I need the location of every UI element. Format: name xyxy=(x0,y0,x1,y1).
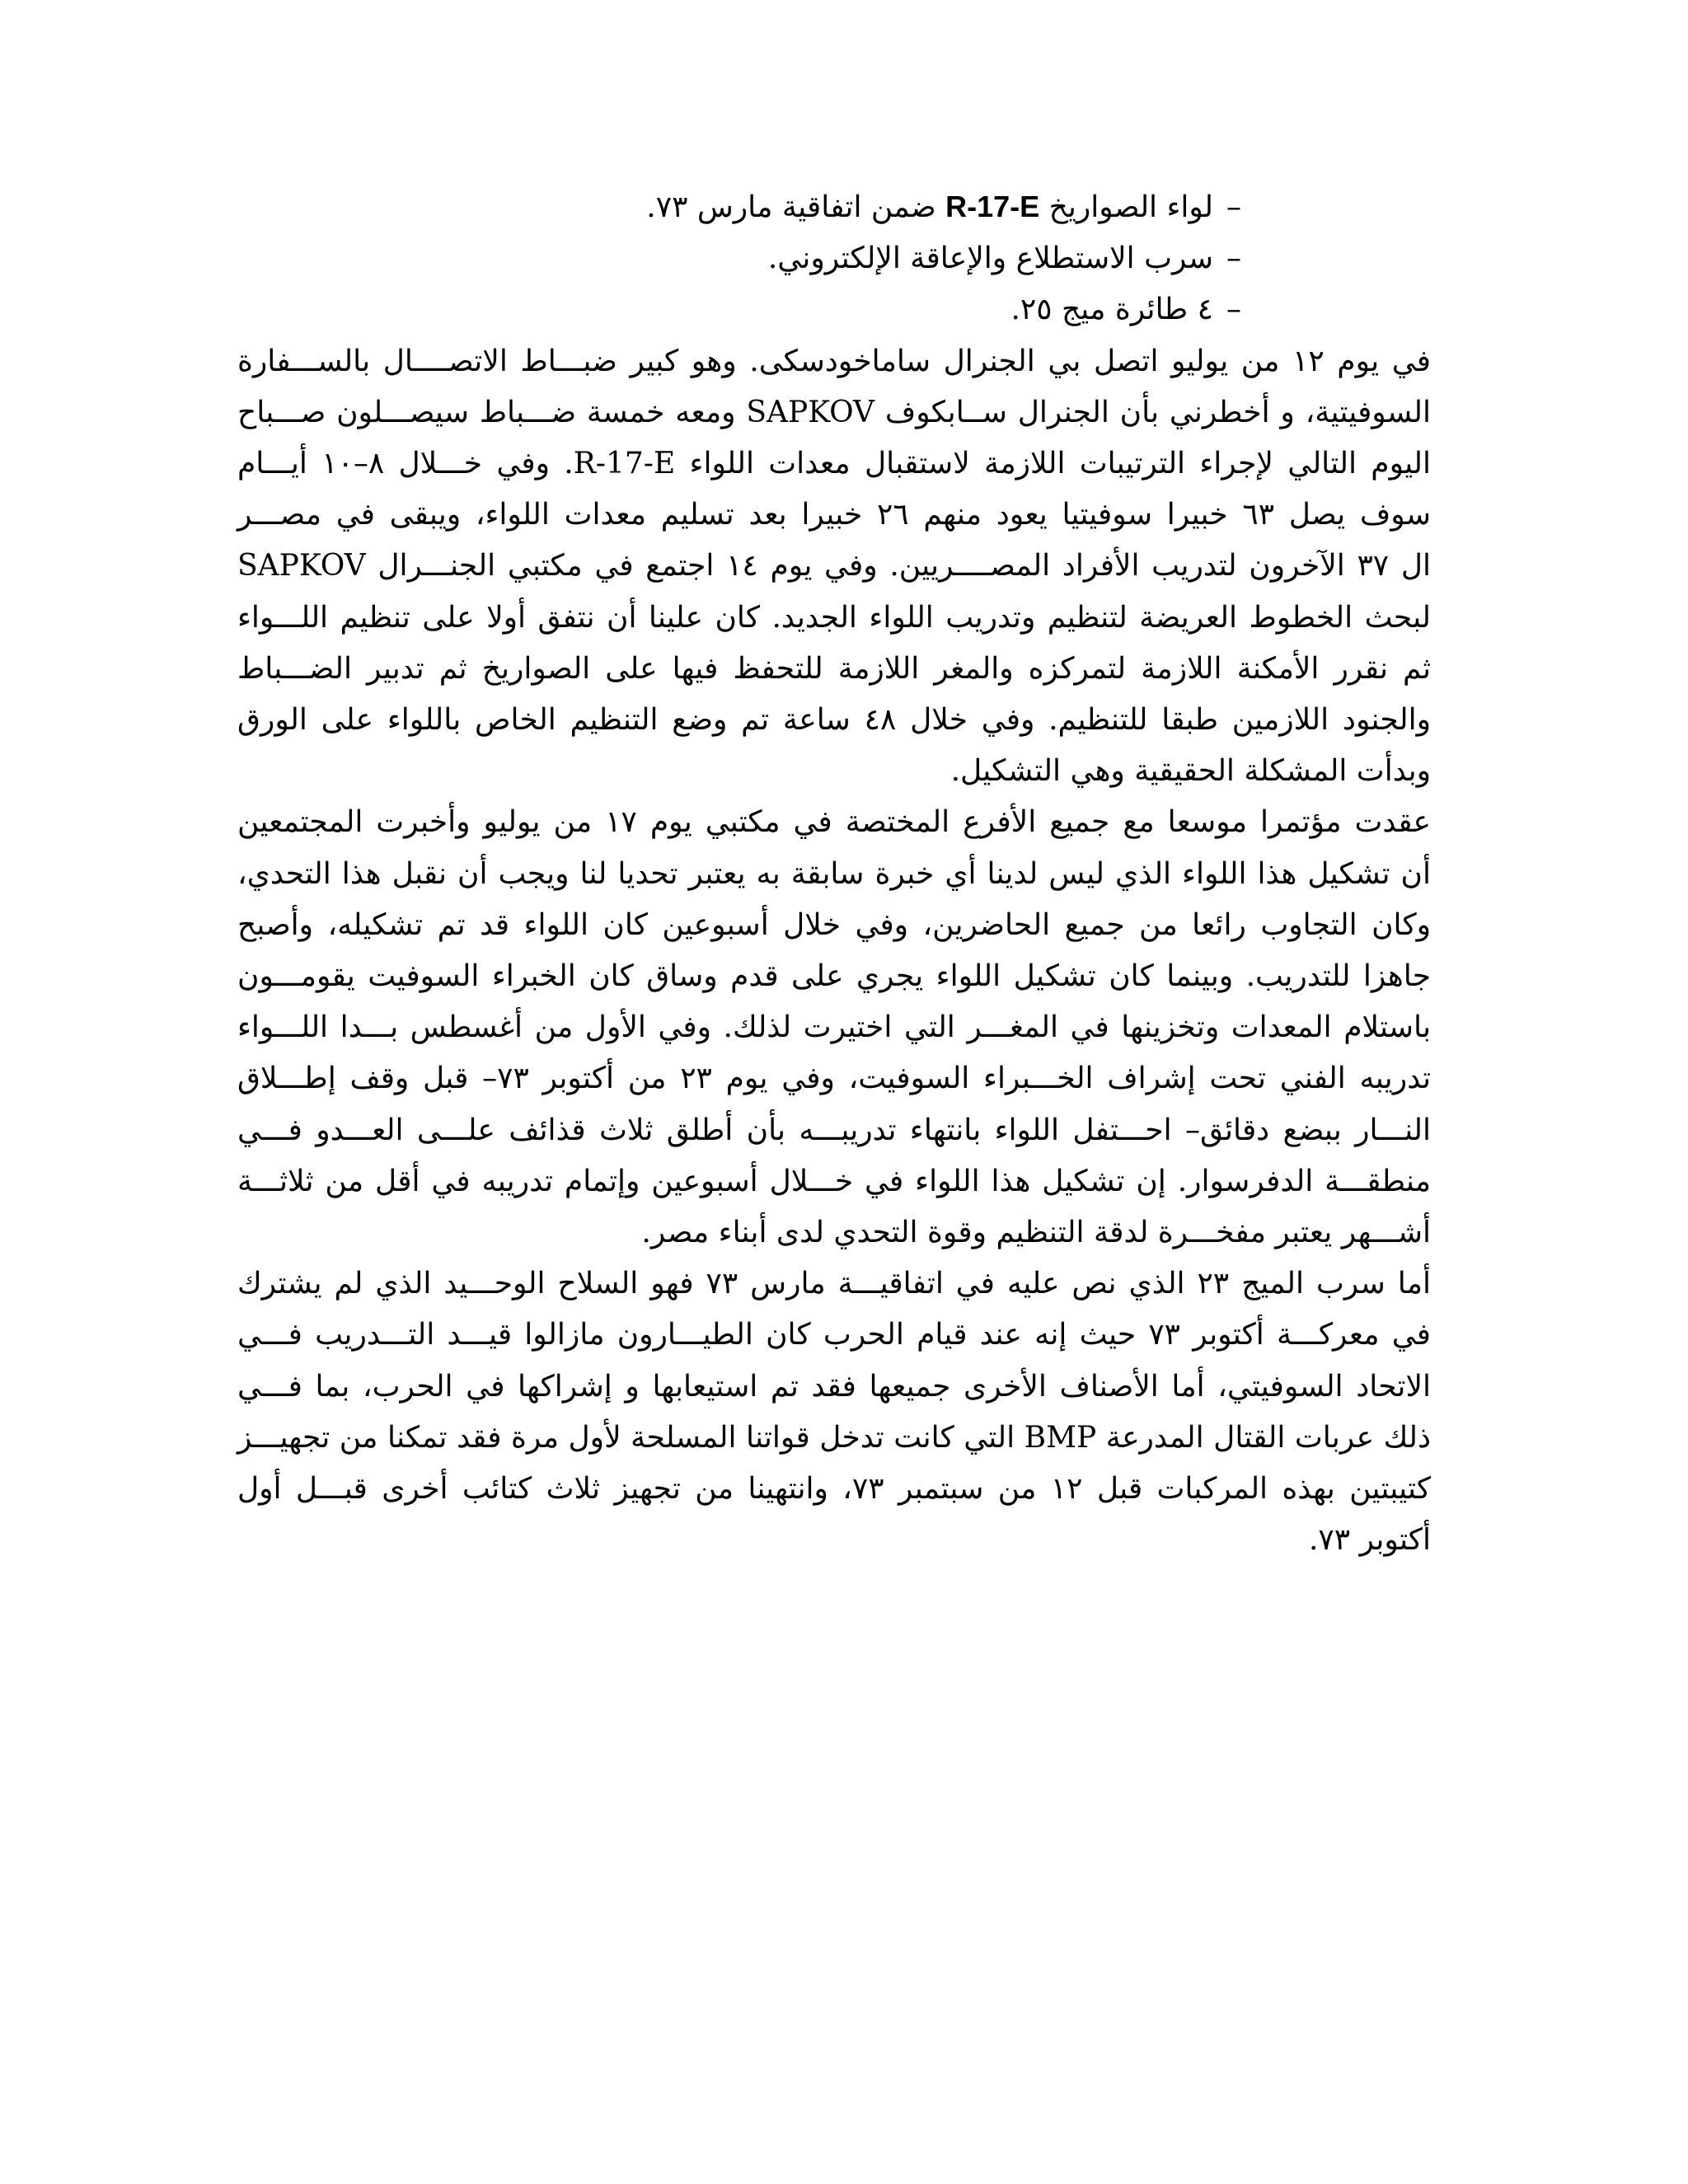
paragraph-line: أكتوبر ٧٣. xyxy=(1308,1523,1431,1558)
paragraph-line: الاتحاد السوفيتي، أما الأصناف الأخرى جميعها فقد تم استيعابها و إشراكها في الحرب، بما فـــي xyxy=(237,1369,1431,1404)
paragraph-line: أما سرب الميج ٢٣ الذي نص عليه في اتفاقيـــة مارس ٧٣ فهو السلاح الوحـــيد الذي لم يشترك xyxy=(237,1267,1431,1301)
bullet-text: ٤ طائرة ميج ٢٥. xyxy=(1010,293,1213,327)
paragraph-line: عقدت مؤتمرا موسعا مع جميع الأفرع المختصة في مكتبي يوم ١٧ من يوليو وأخبرت المجتمعين xyxy=(237,805,1431,840)
paragraph-line: في يوم ١٢ من يوليو اتصل بي الجنرال ساماخودسكى. وهو كبير ضبـــاط الاتصــــال بالســـفارة xyxy=(237,344,1431,378)
paragraph-line: النـــار ببضع دقائق– احـــتفل اللواء بانتهاء تدريبـــه بأن أطلق ثلاث قذائف علـــى العـــدو فـــي xyxy=(237,1113,1431,1147)
paragraph-line: ال ٣٧ الآخرون لتدريب الأفراد المصــــريين. وفي يوم ١٤ اجتمع في مكتبي الجنـــرال SAPKOV xyxy=(237,549,1431,583)
paragraph-line: أشـــهر يعتبر مفخـــرة لدقة التنظيم وقوة التحدي لدى أبناء مصر. xyxy=(641,1216,1431,1250)
paragraph-line: وبدأت المشكلة الحقيقية وهي التشكيل. xyxy=(950,754,1431,789)
paragraph-line: باستلام المعدات وتخزينها في المغـــر التي اختيرت لذلك. وفي الأول من أغسطس بـــدا اللـــواء xyxy=(237,1010,1431,1045)
bullet-list xyxy=(237,181,1431,336)
paragraph-line: لبحث الخطوط العريضة لتنظيم وتدريب اللواء الجديد. كان علينا أن نتفق أولا على تنظيم اللـــواء xyxy=(237,600,1431,635)
paragraph-1 xyxy=(237,336,1431,798)
paragraph-3 xyxy=(237,1258,1431,1566)
paragraph-line: أن تشكيل هذا اللواء الذي ليس لدينا أي خبرة سابقة به يعتبر تحديا لنا ويجب أن نقبل هذا التحدي، xyxy=(237,856,1431,891)
bullet-item-3 xyxy=(237,284,1241,335)
bullet-item-2 xyxy=(237,233,1241,284)
bullet-text: سرب الاستطلاع والإعاقة الإلكتروني. xyxy=(767,241,1213,276)
paragraph-line: سوف يصل ٦٣ خبيرا سوفيتيا يعود منهم ٢٦ خبيرا بعد تسليم معدات اللواء، ويبقى في مصـــر xyxy=(237,498,1432,532)
paragraph-line: السوفيتية، و أخطرني بأن الجنرال ســابكوف SAPKOV ومعه خمسة ضـــباط سيصـــلون صـــباح xyxy=(237,395,1431,429)
paragraph-line: ثم نقرر الأمكنة اللازمة لتمركزه والمغر اللازمة للتحفظ فيها على الصواريخ ثم تدبير الضـــباط xyxy=(237,651,1431,686)
paragraph-line: كتيبتين بهذه المركبات قبل ١٢ من سبتمبر ٧٣، وانتهينا من تجهيز ثلاث كتائب أخرى قبـــل أول xyxy=(237,1472,1431,1507)
paragraph-line: منطقـــة الدفرسوار. إن تشكيل هذا اللواء في خـــلال أسبوعين وإتمام تدريبه في أقل من ثلاثـــة xyxy=(237,1164,1431,1198)
paragraph-line: وكان التجاوب رائعا من جميع الحاضرين، وفي خلال أسبوعين كان اللواء قد تم تشكيله، وأصبح xyxy=(237,907,1431,942)
paragraph-line: ذلك عربات القتال المدرعة BMP التي كانت تدخل قواتنا المسلحة لأول مرة فقد تمكنا من تجهيـــز xyxy=(237,1420,1431,1455)
bullet-text-before: لواء الصواريخ xyxy=(1048,190,1213,224)
paragraph-line: جاهزا للتدريب. وبينما كان تشكيل اللواء يجري على قدم وساق كان الخبراء السوفيت يقومـــون xyxy=(237,959,1431,994)
document-page xyxy=(237,181,1431,2143)
paragraph-2 xyxy=(237,797,1431,1258)
bullet-dash: – xyxy=(1226,293,1241,327)
paragraph-line: في معركـــة أكتوبر ٧٣ حيث إنه عند قيام الحرب كان الطيـــارون مازالوا قيـــد التـــدريب فـــي xyxy=(237,1318,1431,1352)
bullet-dash: – xyxy=(1226,241,1241,276)
missile-code: R-17-E xyxy=(945,190,1040,223)
paragraph-line: تدريبه الفني تحت إشراف الخـــبراء السوفيت، وفي يوم ٢٣ من أكتوبر ٧٣– قبل وقف إطـــلاق xyxy=(237,1062,1431,1096)
bullet-dash: – xyxy=(1226,190,1241,224)
paragraph-line: اليوم التالي لإجراء الترتيبات اللازمة لاستقبال معدات اللواء R-17-E. وفي خـــلال ٨–١٠ أيـــام xyxy=(237,447,1431,481)
paragraph-line: والجنود اللازمين طبقا للتنظيم. وفي خلال ٤٨ ساعة تم وضع التنظيم الخاص باللواء على الورق xyxy=(237,703,1431,738)
bullet-item-1 xyxy=(237,181,1241,233)
bullet-text-after: ضمن اتفاقية مارس ٧٣. xyxy=(646,190,936,224)
